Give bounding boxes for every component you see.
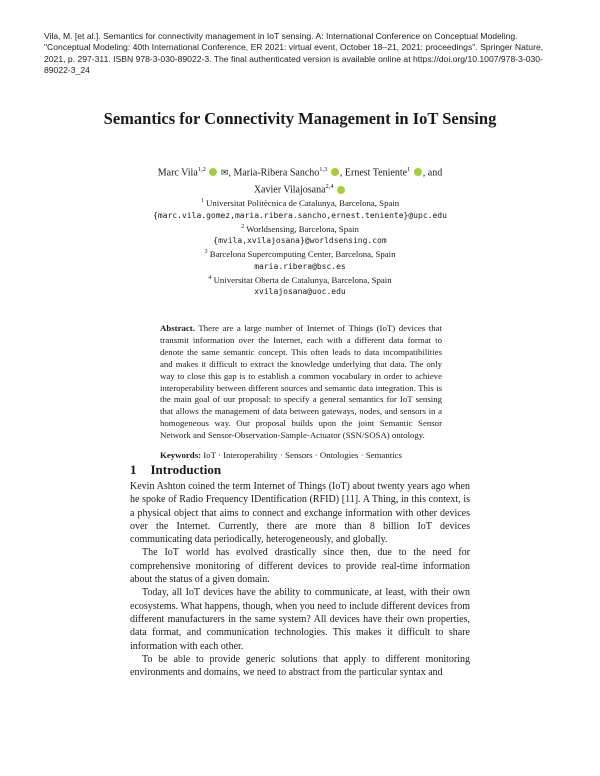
body-text — [130, 480, 470, 679]
paragraph: Today, all IoT devices have the ability to communicate, at least, with their own ecosystems. What happens, though, when you need to include different devices from different manufacturers in the same system? All devices have their own properties, data format, and communication technologies. This makes it difficult to share information with each other. — [130, 587, 470, 652]
keywords-text: IoT · Interoperability · Sensors · Ontologies · Semantics — [203, 450, 402, 460]
orcid-icon[interactable] — [331, 168, 339, 176]
affiliation-num: 3 — [204, 249, 208, 256]
section-title: Introduction — [150, 462, 222, 477]
affiliation-email[interactable]: {marc.vila.gomez,maria.ribera.sancho,ernest.teniente}@upc.edu — [153, 210, 447, 220]
author-affil-sup: 2,4 — [325, 183, 334, 191]
keywords-label: Keywords: — [160, 450, 202, 460]
author-name: Marc Vila — [157, 167, 198, 179]
author-list: Marc Vila$^{1,2}$ ✉, Maria-Ribera Sancho$^{1,3}$ , Ernest Teniente$^1$ , and Xavier Vilajosana$^{2,4}$ — [157, 166, 443, 196]
orcid-icon[interactable] — [209, 168, 217, 176]
affiliation-email[interactable]: maria.ribera@bsc.es — [254, 261, 346, 271]
orcid-icon[interactable] — [337, 186, 345, 194]
affiliation-email[interactable]: xvilajosana@uoc.edu — [254, 287, 346, 297]
affiliation — [120, 222, 480, 236]
affiliation-num: 4 — [208, 274, 212, 281]
paragraph: Kevin Ashton coined the term Internet of Things (IoT) about twenty years ago when he spoke of Radio Frequency IDentification (RFID) [11]. A Thing, in this context, is a physical object that aims to connect and exchange information with other devices over the Internet. Currently, there are more than 8 billion IoT devices communicating data periodically, heterogeneously, and globally. — [130, 481, 470, 546]
paragraph: To be able to provide generic solutions that apply to different monitoring environments and domains, we need to abstract from the particular syntax and — [130, 653, 470, 679]
affiliation-num: 1 — [200, 198, 204, 204]
keywords — [160, 449, 460, 461]
author-affil-sup: 1 — [407, 166, 411, 173]
abstract-label: Abstract. — [160, 323, 195, 333]
affiliation — [120, 196, 480, 210]
affiliation — [120, 247, 480, 261]
affiliation-name: Worldsensing, Barcelona, Spain — [246, 223, 359, 234]
paper-title: Semantics for Connectivity Management in IoT Sensing — [103, 109, 497, 128]
affiliation-name: Universitat Politècnica de Catalunya, Barcelona, Spain — [205, 197, 400, 208]
affiliation-name: Universitat Oberta de Catalunya, Barcelona, Spain — [213, 274, 392, 285]
author-and: , and — [422, 167, 443, 179]
abstract-text: There are a large number of Internet of Things (IoT) devices that transmit information over the Internet, each with a different data format to denote the same semantic concept. This often leads to data incompatibilities and makes it difficult to extract the knowledge underlying that data. The only way to close this gap is to establish a common vocabulary in order to achieve interoperability between different sources and semantic data integration. This is the main goal of our proposal: to specify a general semantics for IoT sensing that allows the management of data between gateways, nodes, and sensors in a homogeneous way. Our proposal builds upon the joint Semantic Sensor Network and Sensor-Observation-Sample-Actuator (SSN/SOSA) ontology. — [160, 323, 442, 441]
orcid-icon[interactable] — [414, 168, 422, 176]
author-name: Maria-Ribera Sancho — [233, 167, 320, 179]
affiliations — [120, 196, 480, 298]
affiliation — [120, 273, 480, 287]
affiliation-num: 2 — [241, 223, 245, 230]
mail-icon: ✉ — [220, 167, 229, 178]
abstract — [160, 323, 442, 442]
author-name: Xavier Vilajosana — [253, 184, 326, 196]
section-number: 1 — [130, 462, 137, 477]
author-name: Ernest Teniente — [344, 167, 408, 179]
author-affil-sup: 1,3 — [319, 166, 328, 173]
introduction-heading — [130, 462, 470, 478]
citation-header: Vila, M. [et al.]. Semantics for connectivity management in IoT sensing. A: International Conference on Conceptual Modeling. "Conceptual Modeling: 40th International Conference, ER 2021: virtual event, October 18–21, 2021: proceedings". Springer Nature, 2021, p. 297-311. ISBN 978-3-030-89022-3. The final authenticated version is available online at https://doi.org/10.1007/978-3-030-89022-3_24 — [44, 31, 544, 76]
paragraph: The IoT world has evolved drastically since then, due to the need for comprehensive monitoring of different devices to provide real-time information about the status of a given domain. — [130, 547, 470, 586]
author-affil-sup: 1,2 — [197, 166, 206, 173]
affiliation-name: Barcelona Supercomputing Center, Barcelona, Spain — [209, 248, 396, 259]
affiliation-email[interactable]: {mvila,xvilajosana}@worldsensing.com — [213, 236, 387, 246]
